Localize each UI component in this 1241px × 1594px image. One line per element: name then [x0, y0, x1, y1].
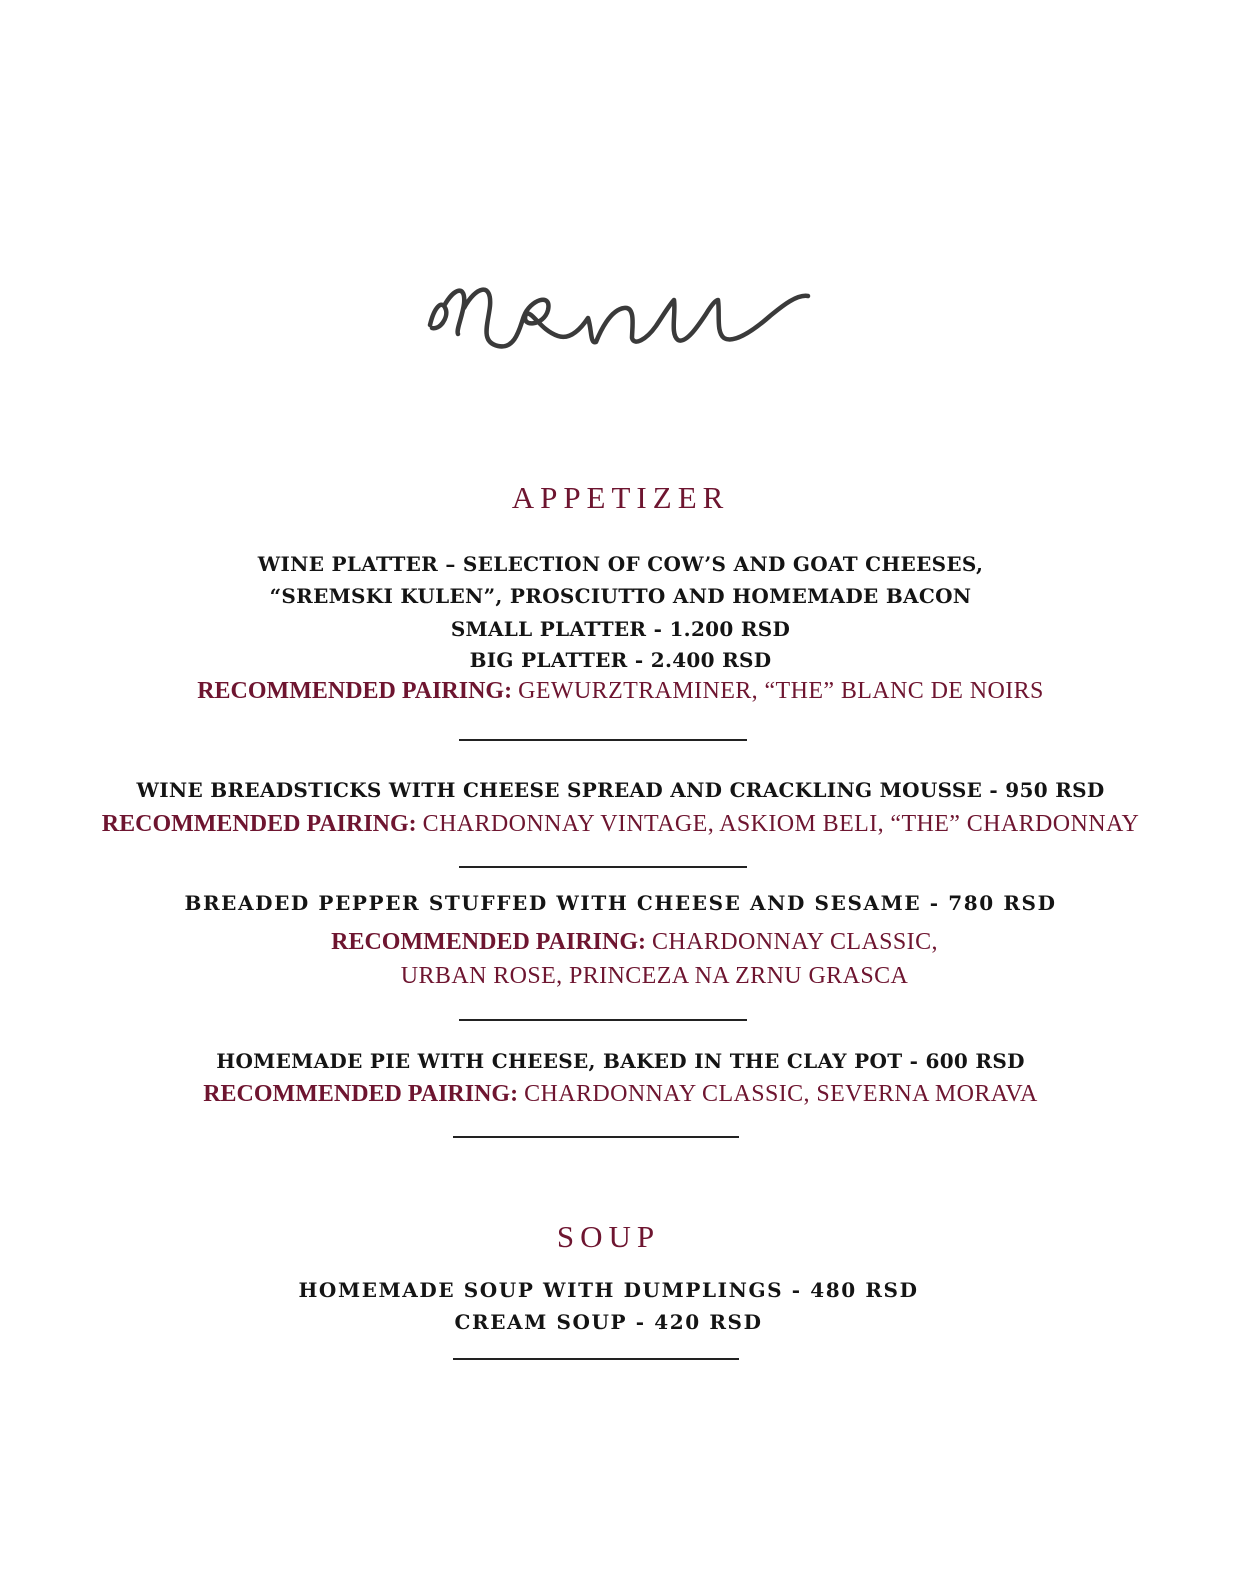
- pairing-line: [0, 678, 1241, 705]
- pairing-value: URBAN ROSE, PRINCEZA NA ZRNU GRASCA: [400, 963, 909, 989]
- pairing-line: [0, 811, 1241, 838]
- pairing-label: RECOMMENDED PAIRING:: [203, 1081, 519, 1107]
- item-line: WINE BREADSTICKS WITH CHEESE SPREAD AND CRACKLING MOUSSE - 950 RSD: [136, 778, 1105, 802]
- menu-script-drawing: [420, 270, 820, 370]
- item-price-big: BIG PLATTER - 2.400 RSD: [469, 648, 772, 672]
- pairing-value: CHARDONNAY VINTAGE, ASKIOM BELI, “THE” CHARDONNAY: [422, 811, 1140, 837]
- item-line: CREAM SOUP - 420 RSD: [454, 1310, 763, 1334]
- pairing-label: RECOMMENDED PAIRING:: [197, 678, 513, 704]
- section-title-soup: SOUP: [556, 1219, 661, 1254]
- item-line: HOMEMADE SOUP WITH DUMPLINGS - 480 RSD: [298, 1278, 919, 1302]
- item-price-small: SMALL PLATTER - 1.200 RSD: [450, 617, 791, 641]
- menu-title-script: [420, 270, 820, 370]
- pairing-line: [14, 929, 1241, 956]
- pairing-line: [0, 1081, 1241, 1108]
- pairing-value: GEWURZTRAMINER, “THE” BLANC DE NOIRS: [518, 678, 1044, 704]
- pairing-line-continued: [34, 963, 1241, 990]
- pairing-value: CHARDONNAY CLASSIC, SEVERNA MORAVA: [524, 1081, 1038, 1107]
- item-line: “SREMSKI KULEN”, PROSCIUTTO AND HOMEMADE BACON: [269, 584, 972, 608]
- divider: [459, 739, 747, 741]
- divider: [453, 1358, 739, 1360]
- pairing-label: RECOMMENDED PAIRING:: [101, 811, 417, 837]
- divider: [453, 1136, 739, 1138]
- divider: [459, 866, 747, 868]
- section-title-appetizer: APPETIZER: [511, 480, 730, 515]
- item-line: HOMEMADE PIE WITH CHEESE, BAKED IN THE CLAY POT - 600 RSD: [216, 1049, 1025, 1073]
- pairing-label: RECOMMENDED PAIRING:: [331, 929, 646, 955]
- pairing-value: CHARDONNAY CLASSIC,: [652, 929, 938, 955]
- divider: [459, 1019, 747, 1021]
- item-line: BREADED PEPPER STUFFED WITH CHEESE AND SESAME - 780 RSD: [184, 891, 1057, 915]
- item-line: WINE PLATTER – SELECTION OF COW’S AND GOAT CHEESES,: [257, 552, 984, 576]
